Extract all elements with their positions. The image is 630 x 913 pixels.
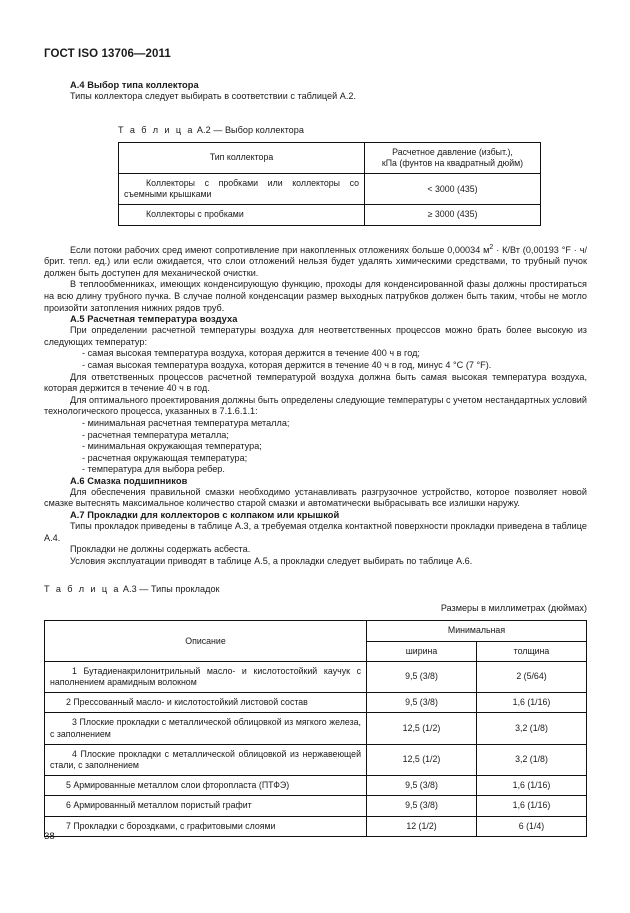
table-row [119, 205, 541, 225]
standard-header: ГОСТ ISO 13706—2011 [44, 48, 171, 60]
table-a3-cell-thickness: 2 (5/64) [477, 661, 587, 692]
table-a3-caption [44, 584, 587, 594]
table-a2-cell-type: Коллекторы с пробками [119, 205, 365, 225]
paragraph-a7-p3: Условия эксплуатации приводят в таблице А.5, а прокладки следует выбирать по таблице А.6. [70, 555, 473, 566]
table-a2-caption-prefix: Т а б л и ц а [118, 124, 195, 135]
table-a2-header-pressure-line2: кПа (фунтов на квадратный дюйм) [381, 157, 524, 168]
table-a2-cell-pressure: ≥ 3000 (435) [365, 205, 541, 225]
table-row [45, 816, 587, 836]
table-a3-cell-width: 12 (1/2) [367, 816, 477, 836]
paragraph-fouling-part2: · К/Вт (0,00193 °F · ч/брит. тепл. ед.) или если ожидается, что слои отложений нельзя будет удалять химическими средствами, то трубный пучок должен быть доступен для механической очистки. [44, 244, 588, 278]
table-a3-cell-description: 5 Армированные металлом слои фторопласта (ПТФЭ) [45, 776, 367, 796]
table-a3-header-width: ширина [367, 641, 477, 661]
table-a2-cell-pressure: < 3000 (435) [365, 174, 541, 205]
table-a2-header-pressure [365, 142, 541, 173]
table-a3-cell-description: 4 Плоские прокладки с металлической облицовкой из нержавеющей стали, с заполнением [45, 744, 367, 775]
paragraph-a6: Для обеспечения правильной смазки необходимо устанавливать разгрузочное устройство, которое позволяет новой смазке вытеснять максимальное количество старой смазки и автоматически выбрасывать все излишки наружу. [44, 486, 587, 509]
table-row [45, 661, 587, 692]
table-a3 [44, 620, 587, 836]
table-a3-cell-thickness: 3,2 (1/8) [477, 713, 587, 744]
table-a2-caption-rest: А.2 — Выбор коллектора [194, 124, 304, 135]
heading-a5: A.5 Расчетная температура воздуха [70, 314, 238, 325]
table-row [45, 693, 587, 713]
table-a2 [118, 142, 541, 226]
table-a2-caption [118, 125, 587, 135]
paragraph-a5-p1: При определении расчетной температуры воздуха для неответственных процессов можно брать более высокую из следующих температур: [44, 325, 587, 347]
table-a3-cell-width: 9,5 (3/8) [367, 796, 477, 816]
list-a5-temperatures [44, 348, 587, 371]
list-item: - самая высокая температура воздуха, которая держится в течение 40 ч в год, минус 4 °С (7 °F). [82, 359, 492, 370]
table-a3-header-row-1 [45, 621, 587, 641]
heading-a4: A.4 Выбор типа коллектора [70, 80, 199, 90]
table-a3-cell-width: 9,5 (3/8) [367, 661, 477, 692]
paragraph-a5-p3: Для оптимального проектирования должны быть определены следующие температуры с учетом нестандартных условий технологического процесса, указанных в 7.1.6.1.1: [44, 394, 587, 417]
table-a3-header-description: Описание [45, 621, 367, 661]
table-a3-cell-description: 1 Бутадиенакрилонитрильный масло- и кислотостойкий каучук с наполнением арамидным волокном [45, 661, 367, 692]
table-row [45, 796, 587, 816]
table-a3-cell-description: 6 Армированный металлом пористый графит [45, 796, 367, 816]
table-a3-cell-thickness: 1,6 (1/16) [477, 693, 587, 713]
table-a3-caption-prefix: Т а б л и ц а [44, 584, 121, 595]
paragraph-fouling-part1: Если потоки рабочих сред имеют сопротивление при накопленных отложениях больше 0,00034 м [70, 244, 490, 255]
paragraph-a5-p2: Для ответственных процессов расчетной температурой воздуха должна быть самая высокая температура воздуха, которая держится в течение 40 ч в год. [44, 371, 587, 394]
list-item: - минимальная расчетная температура металла; [82, 417, 290, 428]
table-a2-cell-type: Коллекторы с пробками или коллекторы со съемными крышками [119, 174, 365, 205]
heading-a7: A.7 Прокладки для коллекторов с колпаком или крышкой [70, 510, 340, 521]
table-a3-cell-width: 9,5 (3/8) [367, 776, 477, 796]
table-a3-cell-width: 12,5 (1/2) [367, 713, 477, 744]
table-a3-cell-description: 2 Прессованный масло- и кислотостойкий листовой состав [45, 693, 367, 713]
table-row [45, 713, 587, 744]
table-a3-header-group-minimal: Минимальная [367, 621, 587, 641]
table-a3-caption-rest: А.3 — Типы прокладок [120, 584, 220, 595]
paragraph-a7-p1: Типы прокладок приведены в таблице А.3, а требуемая отделка контактной поверхности прокладки приведена в таблице А.4. [44, 521, 587, 543]
list-item: - минимальная окружающая температура; [82, 441, 262, 452]
table-a3-cell-thickness: 1,6 (1/16) [477, 776, 587, 796]
paragraph-condensing: В теплообменниках, имеющих конденсирующую функцию, проходы для конденсированной фазы должны простираться на всю длину трубного пучка. В случае полной конденсации размер выходных патрубков должен быть таким, чтобы не могло произойти затопления нижних рядов труб. [44, 279, 587, 313]
heading-a6: A.6 Смазка подшипников [70, 475, 188, 486]
table-a2-header-pressure-line1: Расчетное давление (избыт.), [392, 146, 513, 157]
superscript-square: 2 [489, 243, 494, 251]
page-content [44, 80, 587, 837]
table-a3-cell-thickness: 1,6 (1/16) [477, 796, 587, 816]
list-a5-design-temperatures [44, 418, 587, 476]
page-number: 38 [44, 831, 55, 842]
table-a3-cell-description: 7 Прокладки с бороздками, с графитовыми слоями [45, 816, 367, 836]
table-row [45, 744, 587, 775]
paragraph-a4: Типы коллектора следует выбирать в соответствии с таблицей А.2. [70, 91, 357, 101]
table-a3-header-thickness: толщина [477, 641, 587, 661]
paragraph-fouling [44, 245, 587, 280]
table-a3-cell-description: 3 Плоские прокладки с металлической облицовкой из мягкого железа, с заполнением [45, 713, 367, 744]
list-item: - температура для выбора ребер. [82, 464, 225, 475]
list-item: - расчетная температура металла; [82, 429, 229, 440]
table-a2-header-row [119, 142, 541, 173]
paragraph-a7-p2: Прокладки не должны содержать асбеста. [70, 544, 251, 555]
table-a3-cell-thickness: 6 (1/4) [477, 816, 587, 836]
table-row [45, 776, 587, 796]
table-a2-header-type: Тип коллектора [119, 142, 365, 173]
table-a3-units-note: Размеры в миллиметрах (дюймах) [440, 603, 587, 614]
table-row [119, 174, 541, 205]
list-item: - самая высокая температура воздуха, которая держится в течение 400 ч в год; [82, 348, 420, 359]
table-a3-cell-thickness: 3,2 (1/8) [477, 744, 587, 775]
table-a3-cell-width: 12,5 (1/2) [367, 744, 477, 775]
list-item: - расчетная окружающая температура; [82, 452, 248, 463]
table-a3-cell-width: 9,5 (3/8) [367, 693, 477, 713]
